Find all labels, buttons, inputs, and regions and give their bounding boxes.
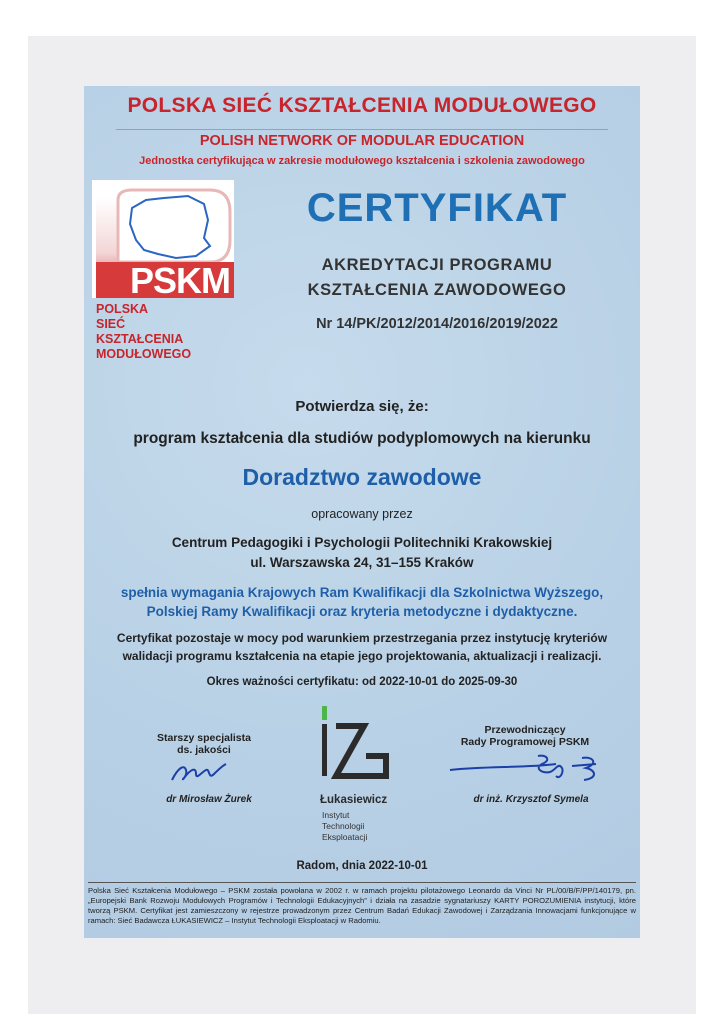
certifying-unit: Jednostka certyfikująca w zakresie modułowego kształcenia i szkolenia zawodowego <box>139 155 585 167</box>
prepared-by-text: opracowany przez <box>311 507 413 521</box>
institution-address: ul. Warszawska 24, 31–155 Kraków <box>250 555 474 570</box>
field-of-study: Doradztwo zawodowe <box>242 464 482 490</box>
right-signatory-role <box>440 724 610 748</box>
left-signatory-role <box>134 732 274 756</box>
requirements-line-1: spełnia wymagania Krajowych Ram Kwalifikacji dla Szkolnictwa Wyższego, <box>120 585 604 600</box>
lukasiewicz-subtitle <box>322 810 367 843</box>
lukasiewicz-line: Technologii <box>322 821 365 831</box>
validity-line-2: walidacji programu kształcenia na etapie jego projektowania, aktualizacji i realizacji. <box>122 649 602 663</box>
lukasiewicz-logo-icon <box>316 706 396 794</box>
requirements-line-2: Polskiej Ramy Kwalifikacji oraz kryteria metodyczne i dydaktyczne. <box>146 604 578 619</box>
left-role-line-1: Starszy specjalista <box>157 732 251 744</box>
right-signatory-name: dr inż. Krzysztof Symela <box>473 794 589 805</box>
pskm-logo <box>92 180 234 366</box>
certificate-title: CERTYFIKAT <box>306 186 568 230</box>
org-name-pl: POLSKA SIEĆ KSZTAŁCENIA MODUŁOWEGO <box>127 94 597 117</box>
logo-red-band <box>96 260 234 301</box>
header-rule <box>116 129 608 130</box>
program-text: program kształcenia dla studiów podyplomowych na kierunku <box>133 430 591 447</box>
logo-name-line: SIEĆ <box>96 317 126 331</box>
validity-period: Okres ważności certyfikatu: od 2022-10-01 do 2025-09-30 <box>206 676 518 688</box>
left-signature-icon <box>166 758 236 788</box>
certificate-number: Nr 14/PK/2012/2014/2016/2019/2022 <box>316 316 558 332</box>
footer-note: Polska Sieć Kształcenia Modułowego – PSKM została powołana w 2002 r. w ramach projektu pilotażowego Leonardo da Vinci Nr PL/00/B/F/PP/140179, pn. „Europejski Bank Rozwoju Modułowych Programów i Technologii Edukacyjnych” i działa na zasadzie sygnatariuszy KARTY POROZUMIENIA instytucji, które tworzą PSKM. Certyfikat jest zamieszczony w rejestrze prowadzonym przez Centrum Badań Edukacji Zawodowej i Zarządzania Innowacjami funkcjonujące w ramach: Sieć Badawcza ŁUKASIEWICZ – Instytut Technologii Eksploatacji w Radomiu. <box>88 882 636 926</box>
certificate-panel <box>84 86 640 938</box>
confirm-text: Potwierdza się, że: <box>295 398 429 415</box>
left-signatory-name: dr Mirosław Żurek <box>166 794 252 805</box>
logo-name-line: POLSKA <box>96 302 149 316</box>
institution-name: Centrum Pedagogiki i Psychologii Politechniki Krakowskiej <box>171 535 553 550</box>
logo-name <box>96 302 191 362</box>
left-role-line-2: ds. jakości <box>177 744 231 756</box>
logo-mark: PSKM <box>130 260 231 301</box>
certificate-subtitle-1: AKREDYTACJI PROGRAMU <box>321 256 553 274</box>
logo-name-line: MODUŁOWEGO <box>96 347 192 361</box>
right-signature-icon <box>446 750 616 790</box>
lukasiewicz-line: Instytut <box>322 810 350 820</box>
logo-name-line: KSZTAŁCENIA <box>96 332 184 346</box>
lukasiewicz-name: Łukasiewicz <box>320 794 388 806</box>
org-name-en: POLISH NETWORK OF MODULAR EDUCATION <box>199 133 525 149</box>
place-date: Radom, dnia 2022-10-01 <box>296 860 428 872</box>
right-role-line-2: Rady Programowej PSKM <box>460 736 590 748</box>
certificate-subtitle-2: KSZTAŁCENIA ZAWODOWEGO <box>307 281 567 299</box>
validity-line-1: Certyfikat pozostaje w mocy pod warunkiem przestrzegania przez instytucję kryteriów <box>116 631 608 645</box>
lukasiewicz-line: Eksploatacji <box>322 832 368 842</box>
right-role-line-1: Przewodniczący <box>484 724 566 736</box>
